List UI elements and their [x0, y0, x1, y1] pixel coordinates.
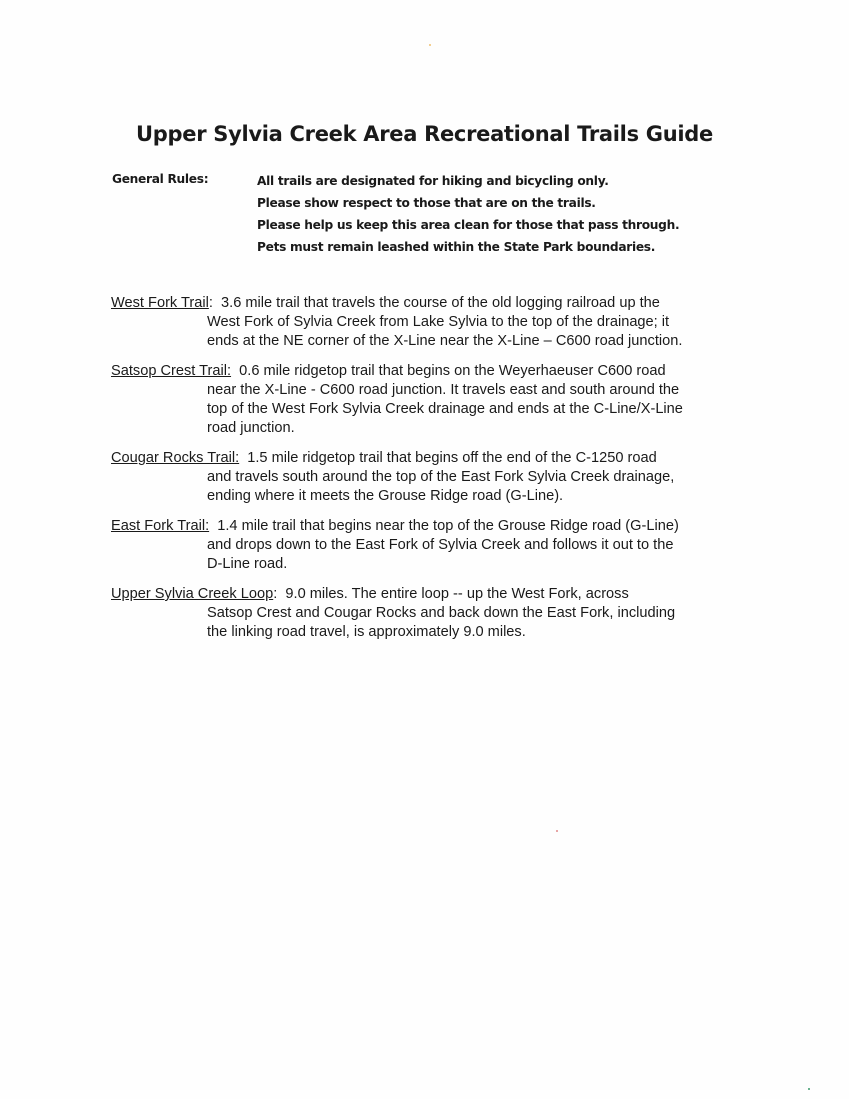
general-rules-label: General Rules:	[112, 172, 209, 186]
trail-description-line: road junction.	[207, 420, 295, 436]
trail-description-line: D-Line road.	[207, 556, 288, 572]
trail-name: West Fork Trail	[111, 295, 209, 311]
trail-east-fork	[111, 517, 751, 574]
trail-description-line: top of the West Fork Sylvia Creek drainage and ends at the C-Line/X-Line	[207, 401, 683, 417]
trail-cougar-rocks	[111, 449, 751, 506]
trail-name: Upper Sylvia Creek Loop	[111, 586, 274, 602]
trail-description-line: ends at the NE corner of the X-Line near the X-Line – C600 road junction.	[207, 333, 683, 349]
trail-description: 1.4 mile trail that begins near the top of the Grouse Ridge road (G-Line)	[217, 518, 679, 534]
trail-description: 1.5 mile ridgetop trail that begins off the end of the C-1250 road	[247, 450, 657, 466]
rule-item: Please show respect to those that are on the trails.	[257, 196, 596, 210]
trail-description-line: and drops down to the East Fork of Sylvia Creek and follows it out to the	[207, 537, 674, 553]
trail-description-line: ending where it meets the Grouse Ridge road (G-Line).	[207, 488, 564, 504]
separator	[231, 363, 239, 379]
separator: :	[208, 295, 222, 311]
trail-west-fork	[111, 294, 751, 351]
rule-item: All trails are designated for hiking and bicycling only.	[257, 174, 609, 188]
trail-name: Cougar Rocks Trail:	[111, 450, 240, 466]
scan-speck	[808, 1088, 810, 1090]
trail-list	[111, 294, 751, 653]
rule-item: Pets must remain leashed within the State Park boundaries.	[257, 240, 656, 254]
trail-description: 0.6 mile ridgetop trail that begins on the Weyerhaeuser C600 road	[239, 363, 666, 379]
page-title: Upper Sylvia Creek Area Recreational Trails Guide	[136, 122, 713, 146]
trail-description: 9.0 miles. The entire loop -- up the West Fork, across	[285, 586, 629, 602]
trail-description: 3.6 mile trail that travels the course of the old logging railroad up the	[221, 295, 660, 311]
trail-name: East Fork Trail:	[111, 518, 210, 534]
trail-upper-sylvia-loop	[111, 585, 751, 642]
trail-description-line: West Fork of Sylvia Creek from Lake Sylvia to the top of the drainage; it	[207, 314, 670, 330]
scan-speck	[429, 44, 431, 46]
trail-satsop-crest	[111, 362, 751, 438]
scan-speck	[556, 830, 558, 832]
trail-name: Satsop Crest Trail:	[111, 363, 232, 379]
trail-description-line: and travels south around the top of the East Fork Sylvia Creek drainage,	[207, 469, 675, 485]
trail-description-line: near the X-Line - C600 road junction. It travels east and south around the	[207, 382, 680, 398]
rule-item: Please help us keep this area clean for those that pass through.	[257, 218, 680, 232]
trail-description-line: the linking road travel, is approximately 9.0 miles.	[207, 624, 526, 640]
trail-description-line: Satsop Crest and Cougar Rocks and back down the East Fork, including	[207, 605, 676, 621]
separator: :	[273, 586, 286, 602]
general-rules-list	[257, 172, 679, 260]
